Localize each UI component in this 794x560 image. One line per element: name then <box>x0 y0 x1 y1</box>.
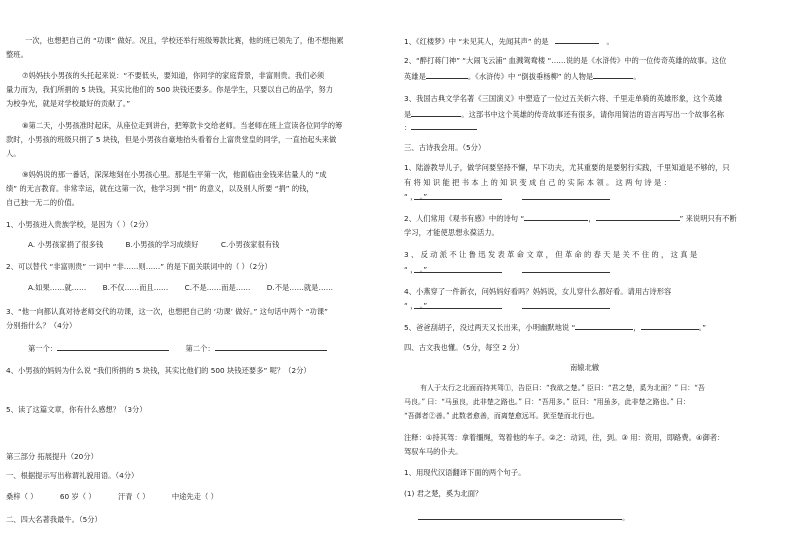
passage-line: 为校争光，就是对学校最好的贡献了。” <box>6 99 131 108</box>
classics-q2-blank-2[interactable] <box>593 71 633 79</box>
classics-q3: 3、我国古典文学名著《三国演义》中塑造了一位过五关斩六将、千里走单骑的英雄形象，这个英雄 <box>404 94 723 103</box>
left-column <box>0 0 385 560</box>
option-a: A. 小男孩家捐了很多钱 <box>28 240 104 249</box>
classics-q3-text: 是 <box>404 110 412 119</box>
poem-q1-answer <box>404 192 427 202</box>
poem-q2-blank-2[interactable] <box>596 213 680 221</box>
classics-q3-blank-2[interactable] <box>411 122 477 130</box>
poem-q1-line: 有 将 知 识 能 把 书 本 上 的 知 识 变 成 自 己 的 实 际 本 领 。 这 两 句 诗 是 ： <box>404 178 671 187</box>
poem-q1-answer-text: “ ， 。” <box>404 192 428 201</box>
poem-q3-blank-1[interactable] <box>414 272 502 273</box>
poem-q5-blank-2[interactable] <box>641 322 699 330</box>
poem-q3-blank-2[interactable] <box>522 272 610 273</box>
question-5: 5、读了这篇文章，你有什么感想？（3分） <box>6 405 147 414</box>
answer-first-label: 第一个： <box>28 344 58 353</box>
section-3-heading: 三、古诗我会用。（5分） <box>404 143 486 152</box>
item-60-years: 60 岁（ ） <box>59 492 96 501</box>
question-3-line: 分别指什么？（4分） <box>6 321 77 330</box>
right-column <box>400 0 794 560</box>
answer-second-label: 第二个： <box>185 344 215 353</box>
classics-q3-line <box>404 109 724 120</box>
poem-q2-text: ” 来说明只有不断 <box>679 214 737 223</box>
notes-line: 驾驭车马的仆夫。 <box>404 447 463 456</box>
punct: 。 <box>606 37 614 46</box>
poem-q1: 1、陆游教导儿子，做学问要坚持不懈，早下功夫，尤其重要的是要躬行实践，千里知道是不够的，只 <box>404 163 730 172</box>
section-4-heading: 四、古文我也懂。（5分，每空 2 分） <box>404 343 524 352</box>
classics-q3-blank-1[interactable] <box>411 109 461 117</box>
poem-q4-answer: “ ， 。” <box>404 301 428 310</box>
poem-q1-blank-2[interactable] <box>522 199 610 200</box>
article-line: 马良。” 曰：“马虽良，此非楚之路也。” 曰：“吾用多。” 臣曰：“用虽多，此非楚之路也。” 曰： <box>404 398 690 406</box>
passage-line: 人。 <box>6 149 21 158</box>
passage-paragraph-8: ⑧第二天，小男孩准时起床，从座位走到讲台，把筹款卡交给老师。当老师在班上宣读各位同学的筹 <box>22 121 343 130</box>
item-hanqing: 汗青（ ） <box>118 492 150 501</box>
punct: 。” <box>698 323 707 332</box>
passage-paragraph-7: ⑦妈妈扶小男孩的头托起来说：“不要低头，要知道，你同学的家庭背景，非富则贵。我们必须 <box>22 71 325 80</box>
passage-line: 绩” 的无言教育。非常幸运，就在这第一次，他学习到 “捐” 的意义，以及别人所要 “捐” 的钱， <box>6 184 314 193</box>
classics-q3-line <box>404 122 477 133</box>
article-line: “吾御者②善。” 此数者愈善，而离楚愈远耳。犹至楚而北行也。 <box>404 412 599 420</box>
passage-line: 自己独一无二的价值。 <box>6 198 79 207</box>
passage-line: 量力而为，我们所捐的 5 块钱，其实比他们的 500 块钱还要多。你是学生，只要以自己的品学，努力 <box>6 85 334 94</box>
poem-q4-blank-1[interactable] <box>414 308 502 309</box>
question-4: 4、小男孩的妈妈为什么说 “我们所捐的 5 块钱，其实比他们的 500 块钱还要多” 呢？（2分） <box>6 366 311 375</box>
poem-q3: 3 、 反 动 派 不 让 鲁 迅 发 表 革 命 文 章 ， 但 革 命 的 春 天 是 关 不 住 的 ， 这 真 是 <box>404 250 698 259</box>
question-1-options <box>28 240 279 250</box>
poem-q1-blank-1[interactable] <box>414 199 502 200</box>
punct: ， <box>588 214 596 223</box>
passage-line: 整班。 <box>6 50 28 59</box>
notes: 注释：①持其驾：拿着缰绳，驾着他的车子。②之：动词，往，到。③ 用：资用，即路费。④御者： <box>404 433 725 442</box>
classics-q2-line <box>404 71 641 82</box>
punct: ： <box>404 123 412 132</box>
question-2-options <box>28 283 333 293</box>
passage-paragraph-9: ⑨妈妈说的那一番话，深深地刻在小男孩心里。那是生平第一次，他面临由金钱来估量人的 “成 <box>22 170 327 179</box>
question-1: 1、小男孩进入贵族学校，是因为（ ）（2分） <box>6 220 153 229</box>
option-b: B.不仅……而且…… <box>102 283 169 292</box>
section-1-items <box>6 492 218 502</box>
option-a: A.如果……就…… <box>28 283 87 292</box>
punct: 。 <box>622 513 630 522</box>
classics-q1-blank[interactable] <box>555 36 599 44</box>
option-c: C.小男孩家很有钱 <box>220 240 280 249</box>
classics-q1-text: 1、《红楼梦》中 “未见其人，先闻其声” 的是 <box>404 37 549 46</box>
punct: ， <box>633 323 641 332</box>
question-3-answers <box>28 343 327 354</box>
poem-q3-answer: “ ， 。” <box>404 265 428 274</box>
section-1-heading: 一、根据提示写出称谓礼貌用语。（4分） <box>6 471 139 480</box>
classics-q2-text: 英雄是 <box>404 72 426 81</box>
passage-line: 款时，小男孩的班级只捐了 5 块钱，但是小男孩自豪地抬头看着台上富贵堂皇的同学，一直抬起头来做 <box>6 135 337 144</box>
translate-item-1: (1) 君之楚，奚为北面？ <box>404 489 483 498</box>
poem-q5-blank-1[interactable] <box>575 322 633 330</box>
part-3-heading: 第三部分 拓展提升（20分） <box>6 452 98 461</box>
poem-q2-text: 2、人们常用《观书有感》中的诗句 “ <box>404 214 525 223</box>
passage-line: 一次，也想把自己的 “功课” 做好。况且，学校还举行班级筹款比赛，他的班已领先了，他不想拖累 <box>25 36 344 45</box>
poem-q4: 4、小燕穿了一件新衣，问妈妈好看吗？妈妈说，女儿穿什么都好看。请用古诗形容 <box>404 287 672 296</box>
option-d: D.不是……就是…… <box>266 283 334 292</box>
section-2-heading: 二、四大名著我最牛。（5分） <box>6 515 102 524</box>
poem-q2 <box>404 213 737 224</box>
poem-q4-blank-2[interactable] <box>522 308 610 309</box>
translate-answer-line <box>418 512 629 523</box>
answer-second-blank[interactable] <box>215 343 327 351</box>
poem-q2-line: 学习，才能使思想永葆活力。 <box>404 228 499 237</box>
classics-q2-text: 。《水浒传》中 “倒拔垂杨柳” 的人物是 <box>467 72 594 81</box>
punct: 。 <box>633 72 641 81</box>
poem-q5-text: 5、爸爸刮胡子，没过两天又长出来，小明幽默地说 “ <box>404 323 576 332</box>
translate-question: 1、用现代汉语翻译下面的两个句子。 <box>404 468 526 477</box>
question-3: 3、“他一向都认真对待老师交代的功课，这一次，也想把自己的 ‘功课’ 做好。” 这句话中两个 “功课” <box>6 307 328 316</box>
article-title: 南辕北辙 <box>570 363 600 372</box>
classics-q3-text: 。这部书中这个英雄的传奇故事还有很多，请你用简洁的语言再写出一个故事名称 <box>461 110 724 119</box>
poem-q2-blank-1[interactable] <box>524 213 588 221</box>
article-line: 有人于太行之北面而持其驾①，告臣曰：“我欲之楚。” 臣曰：“君之楚，奚为北面？” 曰：“吾 <box>420 384 705 392</box>
option-b: B.小男孩的学习成绩好 <box>125 240 199 249</box>
answer-first-blank[interactable] <box>57 343 169 351</box>
item-leave-early: 中途先走（ ） <box>171 492 218 501</box>
classics-q2: 2、“醉打蒋门神” “大闹飞云浦” 血溅鸳鸯楼 “……说的是《水浒传》中的一位传奇英雄的故事。这位 <box>404 56 727 65</box>
translate-blank[interactable] <box>418 512 622 520</box>
classics-q1 <box>404 36 614 47</box>
question-2: 2、可以替代 “非富则贵” 一词中 “非……则……” 的是下面关联词中的（ ）（2分） <box>6 262 272 271</box>
classics-q2-blank-1[interactable] <box>426 71 468 79</box>
option-c: C.不是……而是…… <box>184 283 251 292</box>
poem-q5 <box>404 322 706 333</box>
item-sangzi: 桑梓（ ） <box>6 492 38 501</box>
